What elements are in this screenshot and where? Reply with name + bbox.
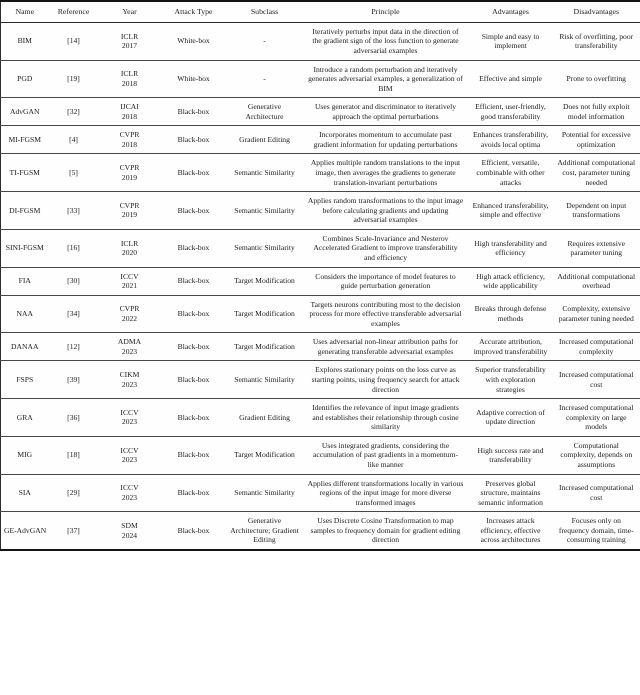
cell-venue-year <box>99 512 161 550</box>
header-row <box>1 1 640 22</box>
venue-label: ICLR <box>120 31 139 41</box>
cell-attack-type: Black-box <box>161 98 227 126</box>
cell-principle: Uses Discrete Cosine Transformation to map samples to frequency domain for gradient editing direction <box>303 512 469 550</box>
column-header-year: Year <box>99 1 161 22</box>
table-row <box>1 474 640 512</box>
cell-disadvantages: Additional computational cost, parameter tuning needed <box>553 154 640 192</box>
cell-advantages: Simple and easy to implement <box>481 31 540 51</box>
cell-subclass: Target Modification <box>227 333 303 361</box>
cell-subclass: Semantic Similarity <box>227 474 303 512</box>
cell-reference-citation: [30] <box>49 267 99 295</box>
cell-advantages: Increases attack efficiency, effective across architectures <box>469 512 553 550</box>
cell-method-name: DI-FGSM <box>1 192 49 230</box>
cell-method-name: GRA <box>1 399 49 437</box>
cell-disadvantages: Computational complexity, depends on assumptions <box>553 436 640 474</box>
cell-principle: Uses integrated gradients, considering the accumulation of past gradients in a momentum-like manner <box>303 436 469 474</box>
cell-disadvantages: Increased computational cost <box>553 474 640 512</box>
venue-label: ICCV <box>120 445 139 455</box>
cell-advantages: Enhanced transferability, simple and effective <box>469 192 553 230</box>
venue-label: CVPR <box>119 200 140 210</box>
cell-method-name: BIM <box>17 36 32 46</box>
cell-disadvantages: Requires extensive parameter tuning <box>553 229 640 267</box>
cell-subclass: Gradient Editing <box>227 399 303 437</box>
cell-subclass: Target Modification <box>227 436 303 474</box>
cell-subclass: Semantic Similarity <box>227 192 303 230</box>
venue-label: ICCV <box>120 407 139 417</box>
venue-label: ADMA <box>117 337 142 347</box>
year-label: 2021 <box>121 281 138 291</box>
table-header <box>1 1 640 22</box>
cell-method-name: FSPS <box>1 361 49 399</box>
table-row <box>1 333 640 361</box>
cell-reference-citation: [34] <box>49 295 99 333</box>
cell-disadvantages: Increased computational complexity on large models <box>553 399 640 437</box>
venue-label: CIKM <box>119 370 140 380</box>
cell-disadvantages: Increased computational cost <box>553 361 640 399</box>
cell-venue-year <box>99 60 161 98</box>
cell-reference-citation: [16] <box>49 229 99 267</box>
table-row <box>1 295 640 333</box>
cell-venue-year <box>99 361 161 399</box>
cell-advantages: Efficient, user-friendly, good transferability <box>469 98 553 126</box>
cell-disadvantages: Increased computational complexity <box>553 333 640 361</box>
table-row <box>1 512 640 550</box>
venue-label: ICCV <box>120 483 139 493</box>
cell-method-name: MIG <box>1 436 49 474</box>
cell-subclass: Semantic Similarity <box>227 361 303 399</box>
cell-method-name: DANAA <box>1 333 49 361</box>
year-label: 2018 <box>121 139 138 149</box>
cell-attack-type: Black-box <box>161 295 227 333</box>
venue-label: SDM <box>121 520 138 530</box>
year-label: 2024 <box>121 530 138 540</box>
cell-reference-citation: [29] <box>49 474 99 512</box>
table-row <box>1 154 640 192</box>
cell-principle: Introduce a random perturbation and iteratively generates adversarial examples, a generalization of BIM <box>303 60 469 98</box>
cell-reference-citation: [36] <box>49 399 99 437</box>
cell-venue-year <box>99 399 161 437</box>
table-row <box>1 361 640 399</box>
cell-advantages: Adaptive correction of update direction <box>469 399 553 437</box>
table-row <box>1 399 640 437</box>
year-label: 2019 <box>121 210 138 220</box>
cell-reference-citation: [39] <box>49 361 99 399</box>
cell-attack-type: Black-box <box>161 192 227 230</box>
cell-method-name: SIA <box>1 474 49 512</box>
cell-attack-type: Black-box <box>161 229 227 267</box>
table-row <box>1 98 640 126</box>
cell-venue-year <box>99 192 161 230</box>
cell-reference-citation: [32] <box>49 98 99 126</box>
cell-principle: Applies multiple random translations to the input image, then averages the gradients to generate translation-invariant perturbations <box>303 154 469 192</box>
cell-subclass: Semantic Similarity <box>227 154 303 192</box>
table-row <box>1 60 640 98</box>
cell-principle: Targets neurons contributing most to the decision process for more effective transferable adversarial examples <box>303 295 469 333</box>
venue-label: CVPR <box>119 163 140 173</box>
venue-label: IJCAI <box>120 102 139 112</box>
cell-subclass: - <box>227 60 303 98</box>
cell-reference-citation: [19] <box>49 60 99 98</box>
cell-venue-year <box>99 474 161 512</box>
cell-principle: Identifies the relevance of input image gradients and establishes their relationship through cosine similarity <box>303 399 469 437</box>
cell-method-name: TI-FGSM <box>1 154 49 192</box>
cell-reference-citation: [18] <box>49 436 99 474</box>
cell-subclass: - <box>263 36 266 46</box>
cell-advantages: Effective and simple <box>469 60 553 98</box>
year-label: 2022 <box>121 313 138 323</box>
cell-reference-citation: [14] <box>67 36 80 46</box>
cell-method-name: AdvGAN <box>1 98 49 126</box>
cell-reference-citation: [37] <box>49 512 99 550</box>
year-label: 2023 <box>121 492 138 502</box>
cell-disadvantages: Dependent on input transformations <box>553 192 640 230</box>
cell-venue-year <box>99 267 161 295</box>
venue-label: ICLR <box>120 238 139 248</box>
cell-venue-year <box>99 126 161 154</box>
cell-attack-type: Black-box <box>161 333 227 361</box>
cell-principle: Iteratively perturbs input data in the direction of the gradient sign of the loss function to generate adversarial examples <box>312 26 459 55</box>
cell-reference-citation: [12] <box>49 333 99 361</box>
cell-subclass: Gradient Editing <box>227 126 303 154</box>
venue-label: CVPR <box>119 130 140 140</box>
table-body <box>1 22 640 550</box>
column-header-subclass: Subclass <box>227 1 303 22</box>
table-row <box>1 267 640 295</box>
cell-advantages: High attack efficiency, wide applicability <box>469 267 553 295</box>
cell-principle: Uses adversarial non-linear attribution paths for generating transferable adversarial examples <box>303 333 469 361</box>
cell-advantages: Enhances transferability, avoids local optima <box>469 126 553 154</box>
cell-method-name: PGD <box>1 60 49 98</box>
cell-attack-type: White-box <box>161 60 227 98</box>
column-header-name: Name <box>1 1 49 22</box>
cell-subclass: Generative Architecture <box>227 98 303 126</box>
cell-principle: Considers the importance of model features to guide perturbation generation <box>303 267 469 295</box>
table-row <box>1 229 640 267</box>
year-label: 2018 <box>121 111 138 121</box>
cell-disadvantages: Potential for excessive optimization <box>553 126 640 154</box>
cell-advantages: Accurate attribution, improved transferability <box>469 333 553 361</box>
cell-attack-type: Black-box <box>161 361 227 399</box>
cell-advantages: Breaks through defense methods <box>469 295 553 333</box>
cell-advantages: Preserves global structure, maintains semantic information <box>469 474 553 512</box>
cell-venue-year <box>99 436 161 474</box>
cell-principle: Uses generator and discriminator to iteratively approach the optimal perturbations <box>303 98 469 126</box>
cell-subclass: Generative Architecture; Gradient Editing <box>227 512 303 550</box>
column-header-attack-type: Attack Type <box>161 1 227 22</box>
cell-principle: Incorporates momentum to accumulate past gradient information for updating perturbations <box>303 126 469 154</box>
cell-subclass: Target Modification <box>227 267 303 295</box>
cell-attack-type: Black-box <box>161 126 227 154</box>
cell-principle: Combines Scale-Invariance and Nesterov Accelerated Gradient to improve transferability and efficiency <box>303 229 469 267</box>
cell-attack-type: Black-box <box>161 267 227 295</box>
cell-disadvantages: Does not fully exploit model information <box>553 98 640 126</box>
cell-principle: Applies different transformations locally in various regions of the input image for more diverse transformed images <box>303 474 469 512</box>
column-header-disadvantages: Disadvantages <box>553 1 640 22</box>
cell-principle: Explores stationary points on the loss curve as starting points, using frequency search for attack direction <box>303 361 469 399</box>
venue-label: ICCV <box>120 271 139 281</box>
cell-subclass: Semantic Similarity <box>227 229 303 267</box>
column-header-reference: Reference <box>49 1 99 22</box>
year-label: 2023 <box>121 379 138 389</box>
cell-venue-year <box>99 229 161 267</box>
cell-disadvantages: Prone to overfitting <box>553 60 640 98</box>
year-label: 2023 <box>121 455 138 465</box>
cell-attack-type: Black-box <box>161 399 227 437</box>
cell-method-name: SINI-FGSM <box>1 229 49 267</box>
cell-venue-year <box>99 98 161 126</box>
cell-advantages: High transferability and efficiency <box>469 229 553 267</box>
column-header-advantages: Advantages <box>469 1 553 22</box>
cell-venue-year <box>99 295 161 333</box>
cell-venue-year <box>99 333 161 361</box>
year-label: 2023 <box>121 417 138 427</box>
cell-attack-type: Black-box <box>161 154 227 192</box>
cell-disadvantages: Additional computational overhead <box>553 267 640 295</box>
cell-advantages: High success rate and transferability <box>469 436 553 474</box>
table-row <box>1 22 640 60</box>
cell-attack-type: Black-box <box>161 512 227 550</box>
year-label: 2023 <box>121 346 138 356</box>
cell-disadvantages: Risk of overfitting, poor transferability <box>559 31 634 51</box>
cell-principle: Applies random transformations to the input image before calculating gradients and updating adversarial examples <box>303 192 469 230</box>
cell-method-name: FIA <box>1 267 49 295</box>
year-label: 2019 <box>121 172 138 182</box>
cell-venue-year <box>99 154 161 192</box>
year-label: 2017 <box>121 41 138 51</box>
cell-disadvantages: Complexity, extensive parameter tuning needed <box>553 295 640 333</box>
year-label: 2020 <box>121 248 138 258</box>
venue-label: CVPR <box>119 304 140 314</box>
venue-label: ICLR <box>120 69 139 79</box>
cell-attack-type: White-box <box>177 36 210 46</box>
cell-reference-citation: [4] <box>49 126 99 154</box>
cell-reference-citation: [5] <box>49 154 99 192</box>
cell-advantages: Superior transferability with exploration strategies <box>469 361 553 399</box>
cell-method-name: MI-FGSM <box>1 126 49 154</box>
cell-attack-type: Black-box <box>161 474 227 512</box>
table-row <box>1 436 640 474</box>
cell-venue-year <box>99 22 161 60</box>
cell-advantages: Efficient, versatile, combinable with other attacks <box>469 154 553 192</box>
cell-reference-citation: [33] <box>49 192 99 230</box>
column-header-principle: Principle <box>303 1 469 22</box>
year-label: 2018 <box>121 78 138 88</box>
cell-method-name: GE-AdvGAN <box>1 512 49 550</box>
cell-attack-type: Black-box <box>161 436 227 474</box>
cell-method-name: NAA <box>1 295 49 333</box>
table-row <box>1 192 640 230</box>
table-row <box>1 126 640 154</box>
cell-subclass: Target Modification <box>227 295 303 333</box>
cell-disadvantages: Focuses only on frequency domain, time-consuming training <box>553 512 640 550</box>
